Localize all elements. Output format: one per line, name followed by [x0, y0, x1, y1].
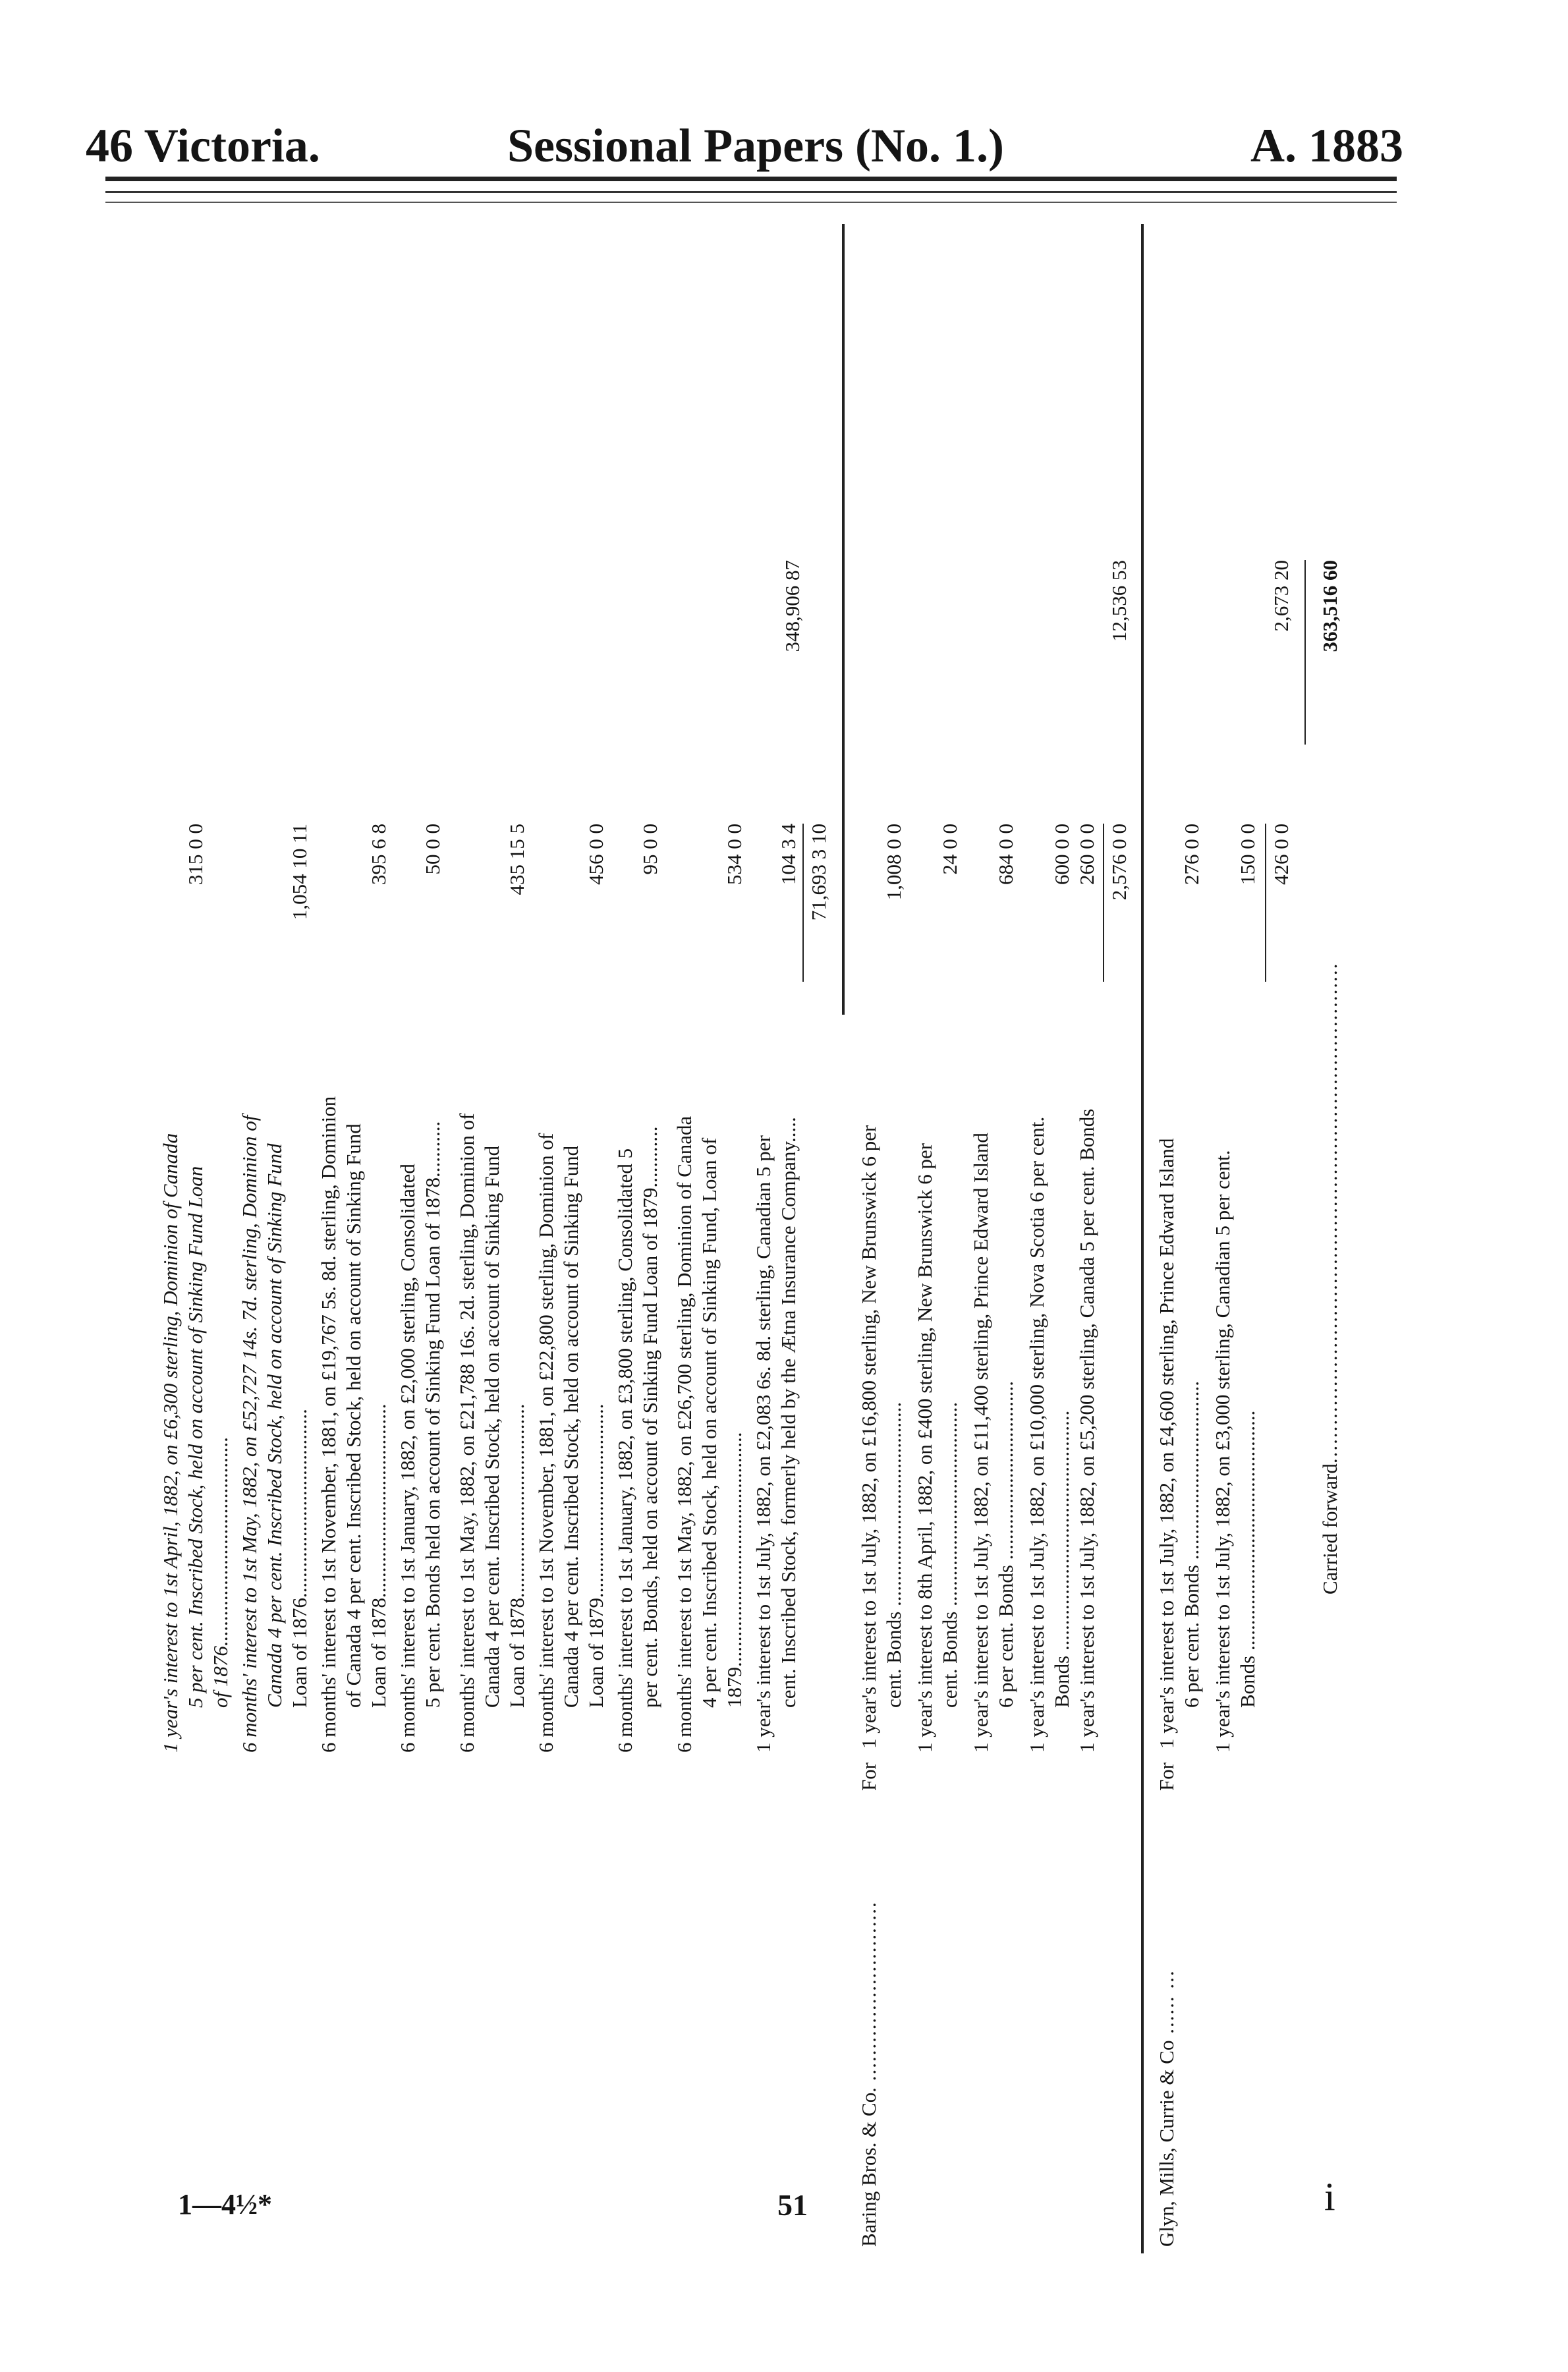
section-total: 2,673 20: [1270, 560, 1293, 632]
subtotal-rule: [802, 824, 804, 982]
section-subtotal: 426 0 0: [1270, 824, 1293, 885]
page-header: [86, 105, 1403, 184]
page-number: 51: [777, 2188, 808, 2222]
header-rule-mid: [105, 191, 1397, 193]
carried-forward-label: Carried forward..............................................................................: [1318, 962, 1341, 1595]
entry-line: [1154, 1034, 1179, 1791]
entry-line: Canada 4 per cent. Inscribed Stock, held on account of Sinking Fund: [559, 1145, 582, 1708]
entry-text: 1 year's interest to 1st July, 1882, on £4,600 sterling, Prince Edward Island: [1155, 1138, 1178, 1749]
entry-description: [395, 1034, 445, 1753]
entry-line: [856, 1034, 882, 1791]
total-rule: [1304, 560, 1306, 745]
entry-line: 6 months' interest to 1st May, 1882, on £26,700 sterling, Dominion of Canada: [673, 1115, 696, 1753]
entry-line: 1 year's interest to 1st April, 1882, on £6,300 sterling, Dominion of Canada: [159, 1133, 182, 1753]
entry-amount: 150 0 0: [1236, 824, 1259, 885]
entry-line: Canada 4 per cent. Inscribed Stock, held on account of Sinking Fund: [480, 1145, 503, 1708]
entry-description: [316, 1034, 391, 1753]
section-divider: [1141, 224, 1144, 2253]
entry-line: 6 months' interest to 1st May, 1882, on £21,788 16s. 2d. sterling, Dominion of: [455, 1113, 478, 1753]
entry-description: [856, 1034, 907, 1791]
entry-description: [751, 1034, 801, 1753]
entry-line: 6 months' interest to 1st January, 1882, on £3,800 sterling, Consolidated 5: [613, 1148, 636, 1753]
entry-line: Canada 4 per cent. Inscribed Stock, held on account of Sinking Fund: [263, 1143, 286, 1708]
entry-description: [237, 1034, 312, 1753]
carried-forward-total: 363,516 60: [1318, 560, 1341, 652]
entry-amount: 684 0 0: [994, 824, 1017, 885]
entry-prefix: For: [857, 1762, 880, 1791]
entry-line: 4 per cent. Inscribed Stock, held on account of Sinking Fund, Loan of: [698, 1137, 721, 1708]
entry-line: 5 per cent. Bonds held on account of Sinking Fund Loan of 1878...........: [421, 1121, 444, 1708]
entry-line: cent. Inscribed Stock, formerly held by the Ætna Insurance Company.....: [777, 1117, 800, 1708]
footer-mark: i: [1324, 2175, 1335, 2218]
entry-line: Bonds ...............................................: [1050, 1410, 1073, 1708]
entry-line: Loan of 1878......................................: [505, 1403, 528, 1708]
entry-amount: 24 0 0: [938, 824, 961, 875]
section-subtotal: 2,576 0 0: [1107, 824, 1131, 901]
ledger-table: [119, 224, 1403, 2253]
entry-line: per cent. Bonds, held on account of Sinking Fund Loan of 1879............: [638, 1126, 661, 1708]
entry-description: [1154, 1034, 1204, 1791]
entry-text: 1 year's interest to 1st July, 1882, on £16,800 sterling, New Brunswick 6 per: [857, 1125, 880, 1749]
entry-line: 1 year's interest to 8th April, 1882, on £400 sterling, New Brunswick 6 per: [913, 1143, 936, 1753]
entry-amount: 1,008 0 0: [882, 824, 905, 901]
entry-description: [158, 1034, 233, 1753]
payee-name: Baring Bros. & Co. ............................: [857, 1901, 880, 2247]
entry-line: cent. Bonds ........................................: [882, 1401, 905, 1708]
section-divider: [842, 224, 845, 1015]
entry-line: 1 year's interest to 1st July, 1882, on £3,000 sterling, Canadian 5 per cent.: [1211, 1150, 1234, 1753]
entry-line: Loan of 1879......................................: [584, 1403, 607, 1708]
entry-amount: 95 0 0: [638, 824, 661, 875]
entry-line: Bonds ...............................................: [1236, 1410, 1259, 1708]
entry-description: [968, 1034, 1019, 1753]
header-rule-thick: [105, 177, 1397, 181]
entry-line: 1879..............................................: [723, 1432, 746, 1708]
entry-amount: 456 0 0: [584, 824, 607, 885]
entry-description: [534, 1034, 609, 1753]
entry-description: [613, 1034, 663, 1753]
subtotal-rule: [1265, 824, 1266, 982]
payee-name: Glyn, Mills, Currie & Co ...... ...: [1155, 1969, 1178, 2247]
payee-label: Baring Bros. & Co.: [857, 2087, 880, 2247]
entry-description: [1024, 1034, 1075, 1753]
entry-description: [1075, 1034, 1100, 1753]
entry-line: of 1876.........................................: [209, 1436, 232, 1708]
header-title: Sessional Papers (No. 1.): [507, 119, 1004, 172]
entry-line: Loan of 1876.....................................: [288, 1409, 311, 1708]
subtotal-rule: [1103, 824, 1104, 982]
entry-line: 5 per cent. Inscribed Stock, held on account of Sinking Fund Loan: [184, 1166, 207, 1708]
entry-amount: 435 15 5: [505, 824, 528, 895]
entry-amount: 600 0 0: [1050, 824, 1073, 885]
entry-line: 1 year's interest to 1st July, 1882, on £10,000 sterling, Nova Scotia 6 per cent.: [1025, 1116, 1048, 1753]
entry-prefix: For: [1155, 1762, 1178, 1791]
entry-description: [912, 1034, 963, 1753]
entry-line: 6 months' interest to 1st November, 1881, on £22,800 sterling, Dominion of: [534, 1133, 557, 1753]
payee-label: Glyn, Mills, Currie & Co: [1155, 2040, 1178, 2247]
section-total: 348,906 87: [781, 560, 804, 652]
header-session: 46 Victoria.: [86, 119, 320, 172]
entry-amount: 260 0 0: [1075, 824, 1098, 885]
entry-amount: 534 0 0: [723, 824, 746, 885]
entry-line: 1 year's interest to 1st July, 1882, on £2,083 6s. 8d. sterling, Canadian 5 per: [752, 1135, 775, 1753]
entry-amount: 104 3 4: [777, 824, 800, 885]
section-total: 12,536 53: [1107, 560, 1131, 642]
footer-signature: 1—4½*: [178, 2188, 272, 2220]
entry-line: of Canada 4 per cent. Inscribed Stock, held on account of Sinking Fund: [342, 1123, 365, 1708]
entry-line: 6 per cent. Bonds ...................................: [1180, 1381, 1203, 1708]
entry-line: 6 months' interest to 1st November, 1881, on £19,767 5s. 8d. sterling, Dominion: [317, 1096, 340, 1753]
entry-line: cent. Bonds ........................................: [938, 1401, 961, 1708]
section-subtotal: 71,693 3 10: [807, 824, 830, 921]
header-year: A. 1883: [1250, 119, 1403, 172]
entry-amount: 1,054 10 11: [288, 824, 311, 920]
entry-amount: 276 0 0: [1180, 824, 1203, 885]
entry-description: [455, 1034, 530, 1753]
entry-amount: 315 0 0: [184, 824, 207, 885]
entry-amount: 50 0 0: [421, 824, 444, 875]
entry-amount: 395 6 8: [367, 824, 390, 885]
entry-line: 6 months' interest to 1st January, 1882, on £2,000 sterling, Consolidated: [396, 1164, 419, 1753]
entry-line: 1 year's interest to 1st July, 1882, on £5,200 sterling, Canada 5 per cent. Bonds: [1075, 1108, 1098, 1753]
entry-line: 1 year's interest to 1st July, 1882, on £11,400 sterling, Prince Edward Island: [969, 1133, 992, 1753]
entry-description: [672, 1034, 747, 1753]
entry-line: 6 months' interest to 1st May, 1882, on £52,727 14s. 7d. sterling, Dominion of: [238, 1115, 261, 1753]
entry-line: 6 per cent. Bonds ...................................: [994, 1381, 1017, 1708]
header-rule-thin: [105, 202, 1397, 203]
carried-forward-text: Carried forward: [1318, 1463, 1341, 1595]
entry-description: [1210, 1034, 1260, 1753]
entry-line: Loan of 1878......................................: [367, 1403, 390, 1708]
